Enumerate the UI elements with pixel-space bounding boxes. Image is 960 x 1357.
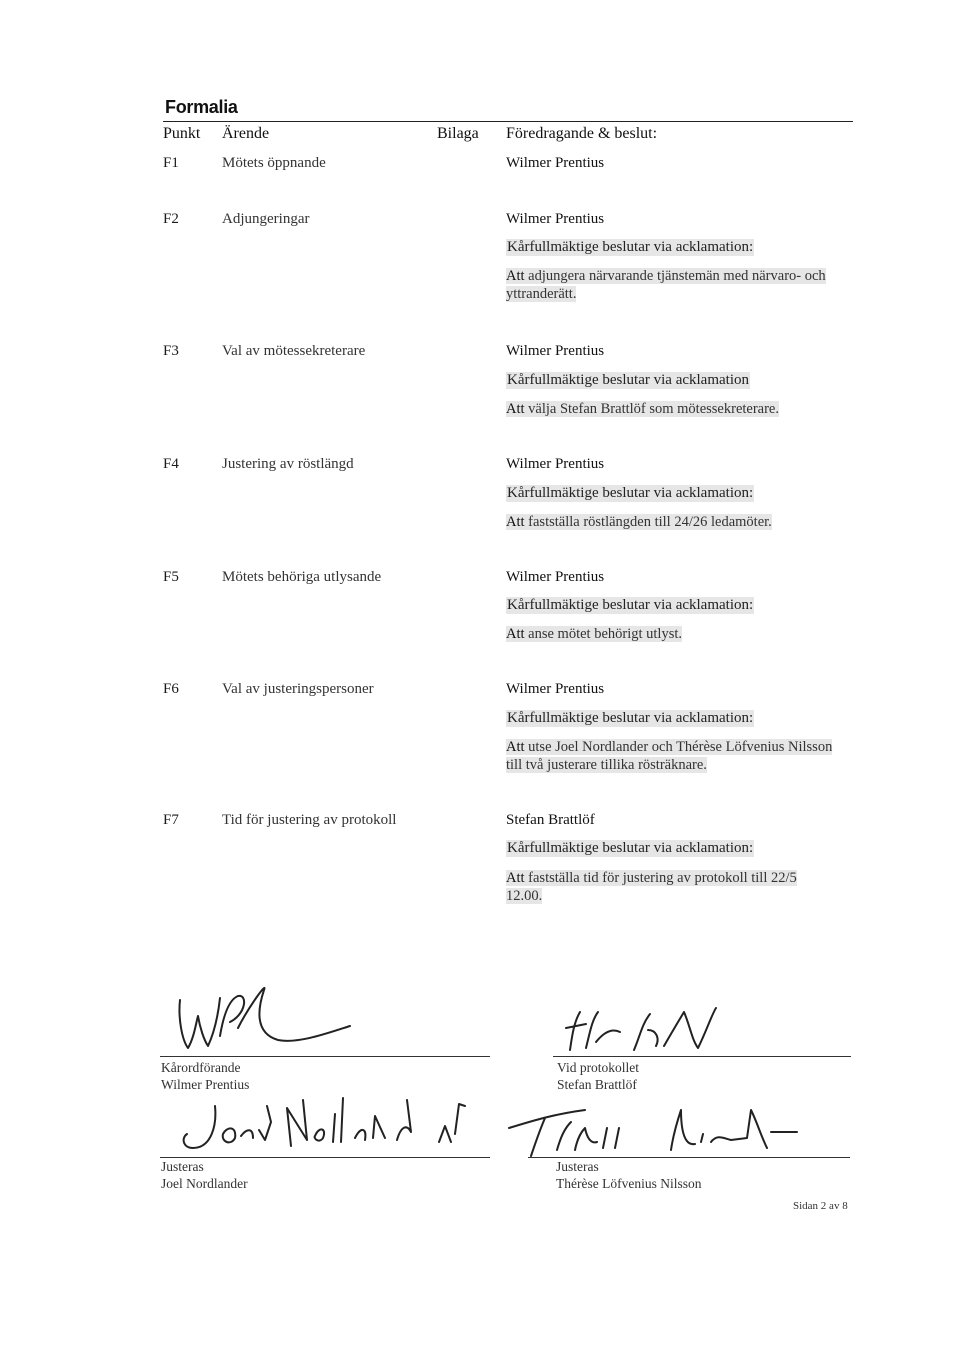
item-number: F3 [163,343,179,359]
item-presenter: Wilmer Prentius [506,569,605,585]
header-bilaga: Bilaga [437,125,479,142]
section-title: Formalia [165,97,238,117]
decision-text [506,625,836,643]
item-title: Val av justeringspersoner [222,681,374,697]
adjuster2-role: Justeras [556,1159,599,1174]
item-title: Mötets behöriga utlysande [222,569,382,585]
item-title: Val av mötessekreterare [222,343,366,359]
decision-text [506,400,836,418]
decision-heading: Kårfullmäktige beslutar via acklamation [507,372,749,388]
item-presenter: Wilmer Prentius [506,211,605,227]
item-number: F6 [163,681,179,697]
item-title: Justering av röstlängd [222,456,354,472]
adjuster2-signature [505,1092,805,1162]
item-number: F4 [163,456,179,472]
header-arende: Ärende [222,125,270,142]
item-presenter: Stefan Brattlöf [506,812,595,828]
adjuster1-name: Joel Nordlander [161,1176,248,1191]
item-title: Mötets öppnande [222,155,326,171]
adjuster1-signature-line [160,1157,490,1158]
decision-body: anse mötet behörigt utlyst. [528,626,682,642]
item-number: F2 [163,211,179,227]
secretary-signature-line [553,1056,851,1057]
decision-heading: Kårfullmäktige beslutar via acklamation: [507,239,754,255]
decision-text [506,738,836,774]
decision-att: Att [506,870,525,886]
secretary-signature [560,1002,750,1062]
page-number: Sidan 2 av 8 [793,1200,848,1212]
chair-signature-line [160,1056,490,1057]
header-punkt: Punkt [163,125,201,142]
adjuster1-signature [175,1086,475,1158]
decision-att: Att [506,401,525,417]
header-foredragande: Föredragande & beslut: [506,125,658,142]
decision-text [506,869,836,905]
decision-body: adjungera närvarande tjänstemän med närvaro- och yttranderätt. [506,268,826,302]
item-number: F5 [163,569,179,585]
chair-role: Kårordförande [161,1060,241,1075]
secretary-role: Vid protokollet [557,1060,640,1075]
decision-att: Att [506,626,525,642]
header-rule [163,121,853,122]
item-title: Adjungeringar [222,211,310,227]
decision-text [506,513,836,531]
decision-body: fastställa röstlängden till 24/26 ledamöter. [528,514,772,530]
decision-heading: Kårfullmäktige beslutar via acklamation: [507,840,754,856]
adjuster2-name: Thérèse Löfvenius Nilsson [556,1176,702,1191]
decision-heading: Kårfullmäktige beslutar via acklamation: [507,485,754,501]
chair-signature [168,978,368,1058]
item-number: F1 [163,155,179,171]
item-presenter: Wilmer Prentius [506,456,605,472]
adjuster1-role: Justeras [161,1159,204,1174]
decision-body: utse Joel Nordlander och Thérèse Löfvenius Nilsson till två justerare tillika rösträknare. [506,739,833,773]
decision-att: Att [506,268,525,284]
decision-att: Att [506,739,525,755]
secretary-name: Stefan Brattlöf [557,1077,637,1092]
decision-heading: Kårfullmäktige beslutar via acklamation: [507,597,754,613]
item-presenter: Wilmer Prentius [506,155,605,171]
decision-text [506,267,836,303]
chair-name: Wilmer Prentius [161,1077,250,1092]
item-title: Tid för justering av protokoll [222,812,397,828]
item-presenter: Wilmer Prentius [506,343,605,359]
decision-heading: Kårfullmäktige beslutar via acklamation: [507,710,754,726]
item-presenter: Wilmer Prentius [506,681,605,697]
decision-body: fastställa tid för justering av protokoll till 22/5 12.00. [506,870,797,904]
decision-att: Att [506,514,525,530]
item-number: F7 [163,812,179,828]
decision-body: välja Stefan Brattlöf som mötessekreterare. [528,401,779,417]
